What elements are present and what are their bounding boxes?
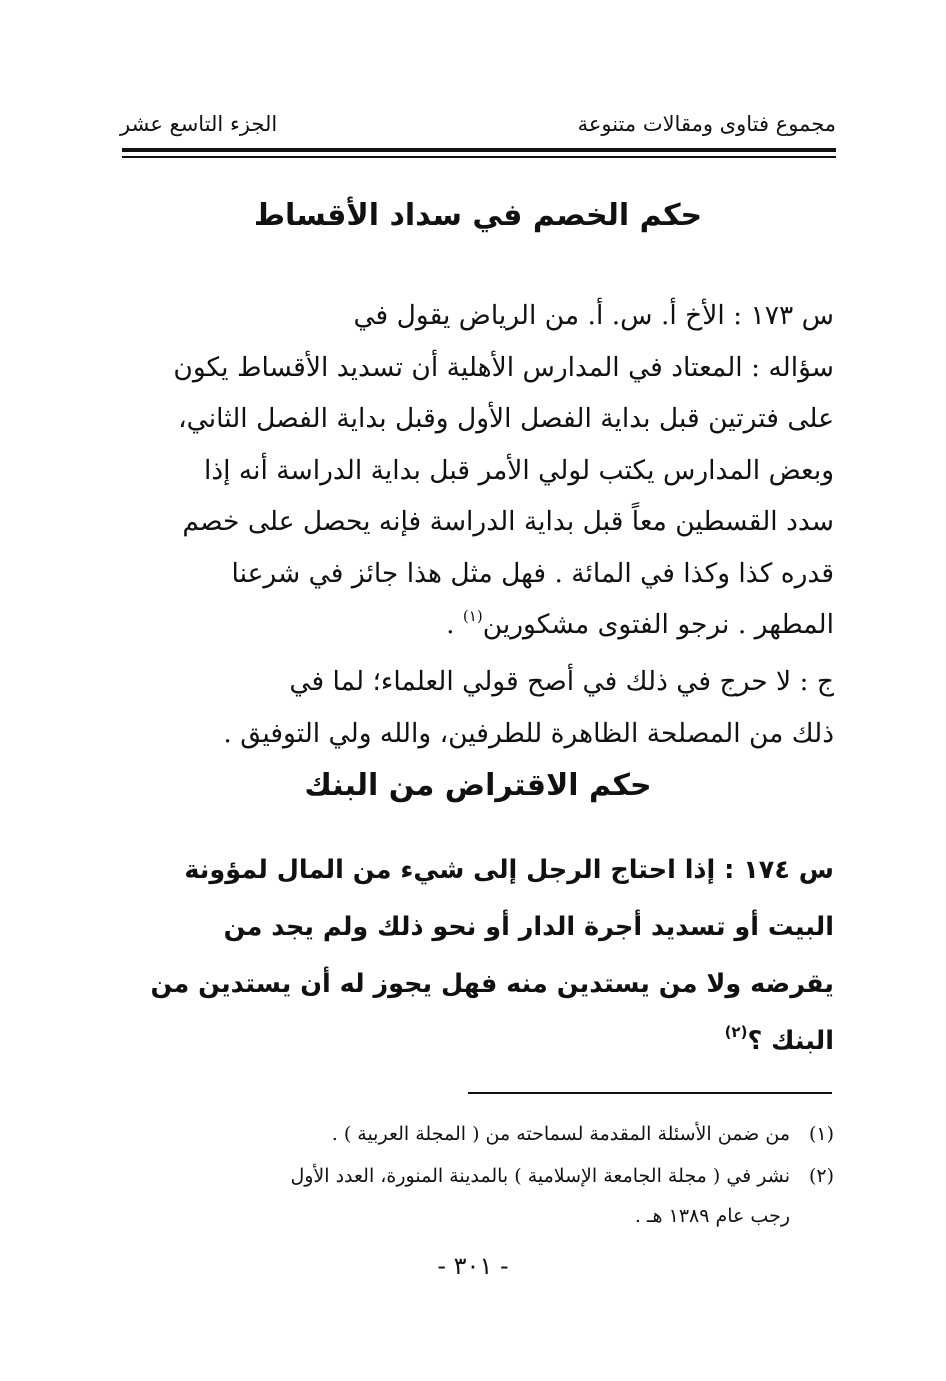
footnote-2	[112, 1156, 834, 1236]
question-line: البنك ؟	[747, 1026, 834, 1056]
footnote-ref-1[interactable]: (١)	[462, 607, 483, 625]
question-line: سؤاله : المعتاد في المدارس الأهلية أن تسديد الأقساط يكون	[173, 351, 834, 383]
question-line: قدره كذا وكذا في المائة . فهل مثل هذا جائز في شرعنا	[231, 557, 834, 589]
question-end: .	[446, 609, 463, 640]
question-line: سدد القسطين معاً قبل بداية الدراسة فإنه يحصل على خصم	[182, 506, 834, 537]
question-line: س ١٧٣ : الأخ أ. س. أ. من الرياض يقول في	[353, 300, 834, 331]
book-title: مجموع فتاوى ومقالات متنوعة	[577, 112, 836, 136]
footnote-number: (١)	[808, 1123, 834, 1145]
answer-line: ذلك من المصلحة الظاهرة للطرفين، والله ولي التوفيق .	[223, 717, 834, 749]
footnote-text: نشر في ( مجلة الجامعة الإسلامية ) بالمدينة المنورة، العدد الأول	[290, 1165, 790, 1187]
header-rule-thin	[122, 156, 836, 158]
footnote-2-line-1	[112, 1156, 834, 1196]
question-last-line	[118, 1013, 834, 1070]
footnote-separator	[468, 1092, 832, 1094]
question-174	[118, 842, 834, 1070]
page-number: - ٣٠١ -	[437, 1252, 509, 1280]
question-line: البيت أو تسديد أجرة الدار أو نحو ذلك ولم يجد من	[223, 912, 834, 942]
footnote-1	[112, 1114, 834, 1154]
question-line: وبعض المدارس يكتب لولي الأمر قبل بداية الدراسة أنه إذا	[203, 454, 834, 486]
question-last-line	[118, 599, 834, 651]
footnote-text-continued: رجب عام ١٣٨٩ هـ .	[634, 1205, 790, 1227]
question-173	[118, 290, 834, 651]
answer-173	[118, 656, 834, 759]
header-rule-thick	[122, 148, 836, 152]
volume-label: الجزء التاسع عشر	[120, 112, 278, 136]
running-header	[120, 112, 836, 148]
answer-line: ج : لا حرج في ذلك في أصح قولي العلماء؛ لما في	[289, 666, 834, 697]
section-title-bank-loan: حكم الاقتراض من البنك	[304, 768, 652, 803]
section-title-discount: حكم الخصم في سداد الأقساط	[253, 198, 703, 233]
footnote-number: (٢)	[808, 1165, 834, 1187]
question-line: يقرضه ولا من يستدين منه فهل يجوز له أن يستدين من	[150, 969, 834, 999]
footnote-text: من ضمن الأسئلة المقدمة لسماحته من ( المجلة العربية ) .	[331, 1123, 790, 1145]
question-line: س ١٧٤ : إذا احتاج الرجل إلى شيء من المال لمؤونة	[184, 855, 834, 885]
footnote-ref-2[interactable]: (٢)	[724, 1023, 748, 1041]
question-line: المطهر . نرجو الفتوى مشكورين	[482, 609, 834, 640]
question-line: على فترتين قبل بداية الفصل الأول وقبل بداية الفصل الثاني،	[178, 403, 834, 434]
